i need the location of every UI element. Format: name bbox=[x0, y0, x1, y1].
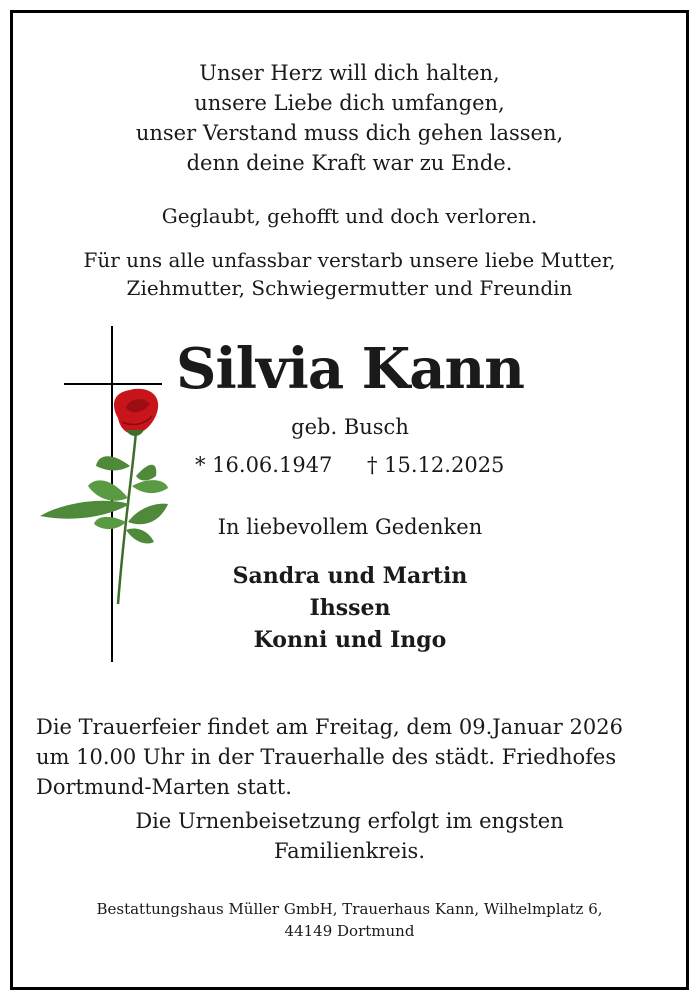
funeral-home-footer bbox=[0, 898, 699, 942]
poem-line: denn deine Kraft war zu Ende. bbox=[186, 151, 513, 175]
family-line: Ihssen bbox=[309, 595, 391, 621]
family-line: Sandra und Martin bbox=[232, 563, 468, 589]
intro-line: Für uns alle unfassbar verstarb unsere liebe Mutter, bbox=[83, 248, 616, 272]
ceremony-line: um 10.00 Uhr in der Trauerhalle des städt. Friedhofes bbox=[36, 745, 617, 769]
birth-date: * 16.06.1947 bbox=[195, 453, 333, 477]
urn-line: Familienkreis. bbox=[273, 839, 426, 863]
ceremony-line: Dortmund-Marten statt. bbox=[36, 775, 292, 799]
poem-line: Unser Herz will dich halten, bbox=[199, 61, 500, 85]
footer-line: 44149 Dortmund bbox=[284, 922, 415, 940]
family-names bbox=[190, 560, 510, 656]
footer-line: Bestattungshaus Müller GmbH, Trauerhaus Kann, Wilhelmplatz 6, bbox=[96, 900, 603, 918]
intro-line: Ziehmutter, Schwiegermutter und Freundin bbox=[126, 276, 573, 300]
ceremony-line: Die Trauerfeier findet am Freitag, dem 09.Januar 2026 bbox=[36, 715, 623, 739]
urn-line: Die Urnenbeisetzung erfolgt im engsten bbox=[135, 809, 564, 833]
ceremony-info bbox=[36, 712, 676, 802]
urn-info bbox=[0, 806, 699, 866]
belief-line: Geglaubt, gehofft und doch verloren. bbox=[161, 204, 538, 228]
maiden-name: geb. Busch bbox=[291, 415, 409, 439]
poem-line: unser Verstand muss dich gehen lassen, bbox=[135, 121, 564, 145]
death-date: † 15.12.2025 bbox=[367, 453, 505, 477]
family-line: Konni und Ingo bbox=[253, 627, 447, 653]
deceased-name: Silvia Kann bbox=[176, 336, 524, 402]
intro-text bbox=[0, 246, 699, 302]
rose-icon bbox=[40, 389, 168, 604]
cross-with-rose bbox=[40, 326, 180, 662]
memory-line: In liebevollem Gedenken bbox=[217, 515, 483, 539]
poem-line: unsere Liebe dich umfangen, bbox=[194, 91, 505, 115]
poem bbox=[0, 58, 699, 178]
